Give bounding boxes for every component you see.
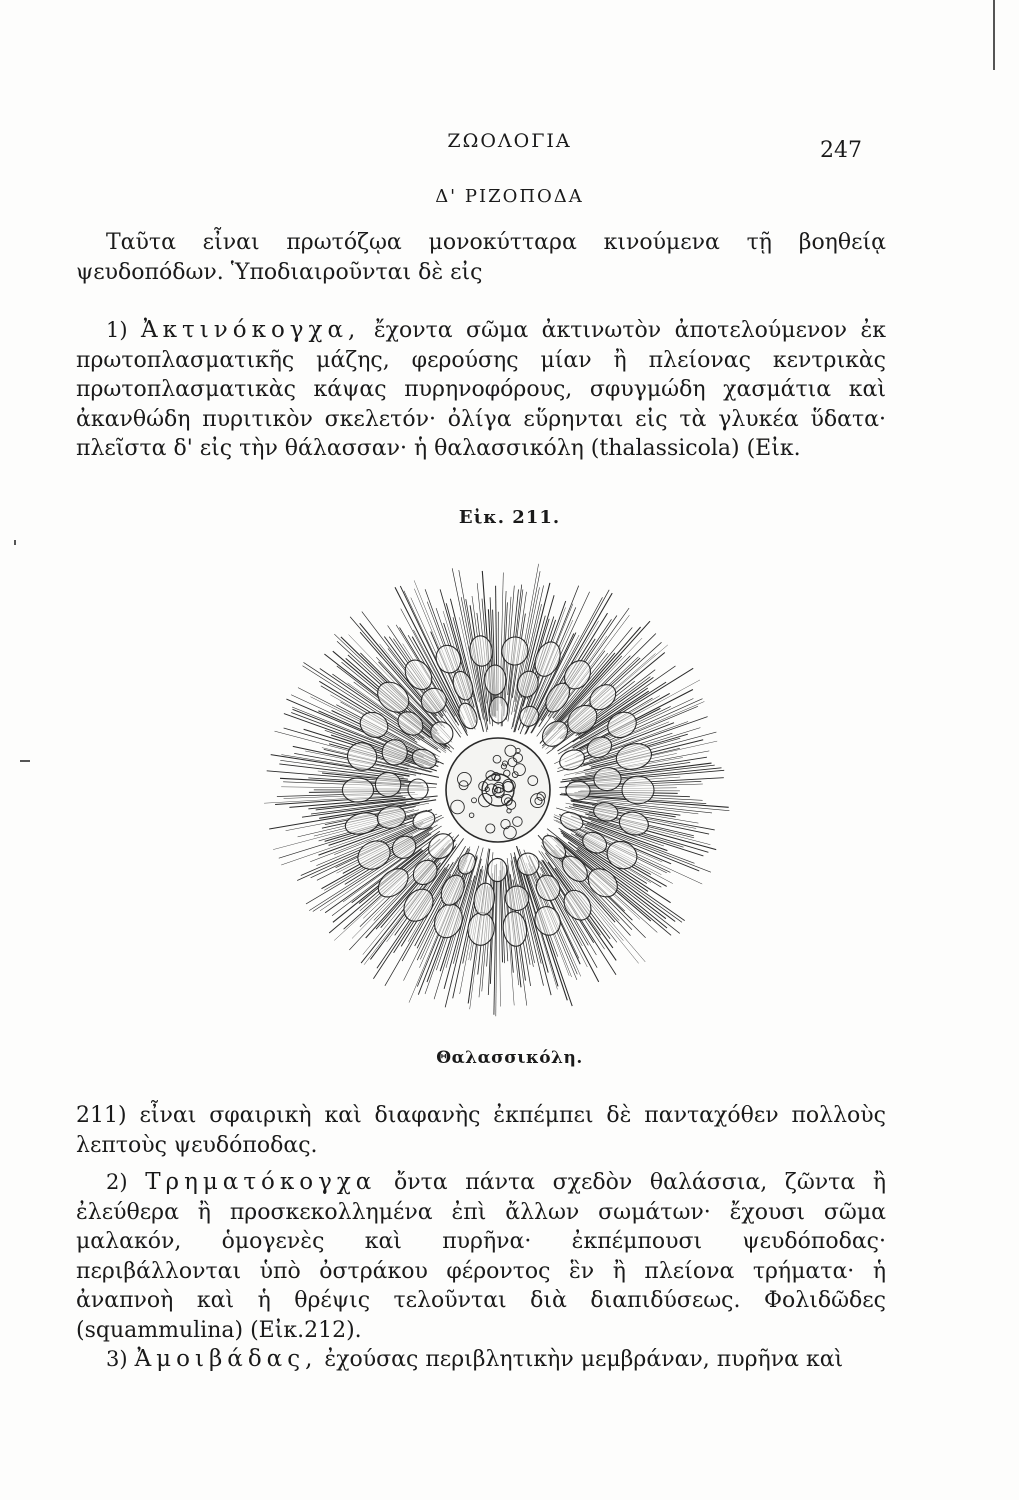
item-1-number: 1) — [106, 318, 128, 342]
vacuole — [472, 882, 496, 916]
vacuole — [342, 778, 373, 802]
thalassicola-illustration — [220, 545, 780, 1035]
vacuole — [345, 740, 380, 774]
vacuole — [531, 903, 564, 939]
vacuole — [398, 884, 439, 927]
edge-mark — [993, 0, 995, 70]
section-title: Δ' ΡΙΖΟΠΟΔΑ — [435, 186, 584, 207]
vacuole — [484, 665, 506, 695]
vacuole — [566, 781, 590, 800]
vacuole — [614, 740, 655, 773]
vacuole — [579, 828, 610, 857]
intro-text: Ταῦτα εἶναι πρωτόζῳα μονοκύτταρα κινούμενα τῇ βοηθείᾳ ψευδοπόδων. Ὑποδιαιροῦνται δὲ εἰς — [76, 230, 886, 285]
item-2-paragraph — [76, 1168, 886, 1346]
intro-paragraph — [76, 228, 886, 287]
item-2-term: Τρηματόκογχα — [145, 1169, 377, 1195]
vacuole — [408, 779, 428, 800]
vacuole — [489, 697, 508, 723]
item-2-text: ὄντα πάντα σχεδὸν θαλάσσια, ζῶντα ἢ ἐλεύθερα ἢ προσκεκολλημένα ἐπὶ ἄλλων σωμάτων· ἔχουσι σῶμα μαλακόν, ὁμογενὲς καὶ πυρῆνα· ἐκπέμπουσι ψευδόποδας· περιβάλλονται ὑπὸ ὀστράκου φέροντος ἓν ἢ πλείονα τρήματα· ἡ ἀναπνοὴ καὶ ἡ θρέψις τελοῦνται διὰ διαπιδύσεως. Φολιδῶδες (squammulina) (Εἰκ.212). — [76, 1170, 886, 1343]
vacuole — [503, 884, 530, 912]
vacuole — [583, 863, 623, 903]
vacuole — [593, 766, 622, 791]
figure-caption: Θαλασσικόλη. — [436, 1048, 583, 1068]
vacuole — [622, 776, 654, 804]
item-1-continuation — [76, 1101, 886, 1160]
page-number: 247 — [820, 138, 862, 163]
vacuole — [375, 772, 402, 797]
vacuole — [559, 885, 597, 925]
item-2-number: 2) — [106, 1170, 128, 1194]
figure-thalassicola — [220, 545, 780, 1035]
edge-mark — [20, 760, 30, 762]
item-3-term: Ἀμοιβάδας, — [134, 1346, 318, 1372]
item-1-text: ἔχοντα σῶμα ἀκτινωτὸν ἀποτελούμενον ἐκ πρωτοπλασματικῆς μάζης, φερούσης μίαν ἢ πλείονας κεντρικὰς πρωτοπλασματικὰς κάψας πυρηνοφόρους, σφυγμώδη χασμάτια καὶ ἀκανθώδη πυριτικὸν σκελετόν· ὀλίγα εὕρηνται εἰς τὰ γλυκέα ὕδατα· πλεῖστα δ' εἰς τὴν θάλασσαν· ἡ θαλασσικόλη (thalassicola) (Εἰκ. — [76, 318, 886, 462]
item-1-paragraph — [76, 316, 886, 464]
item-1-term: Ἀκτινόκογχα, — [141, 317, 361, 343]
item-1-continuation-text: 211) εἶναι σφαιρικὴ καὶ διαφανὴς ἐκπέμπει δὲ πανταχόθεν πολλοὺς λεπτοὺς ψευδόποδας. — [76, 1103, 886, 1158]
pseudopod-line — [499, 876, 501, 1006]
item-3-number: 3) — [106, 1347, 128, 1371]
vacuole — [488, 858, 507, 881]
figure-label: Εἰκ. 211. — [458, 507, 561, 528]
vacuole — [410, 808, 437, 832]
edge-mark — [14, 540, 16, 545]
item-3-text: ἐχούσας περιβλητικὴν μεμβράναν, πυρῆνα καὶ — [324, 1347, 844, 1372]
running-header-title: ΖΩΟΛΟΓΙΑ — [447, 130, 572, 152]
central-capsule — [446, 738, 550, 842]
item-3-paragraph — [76, 1345, 886, 1375]
